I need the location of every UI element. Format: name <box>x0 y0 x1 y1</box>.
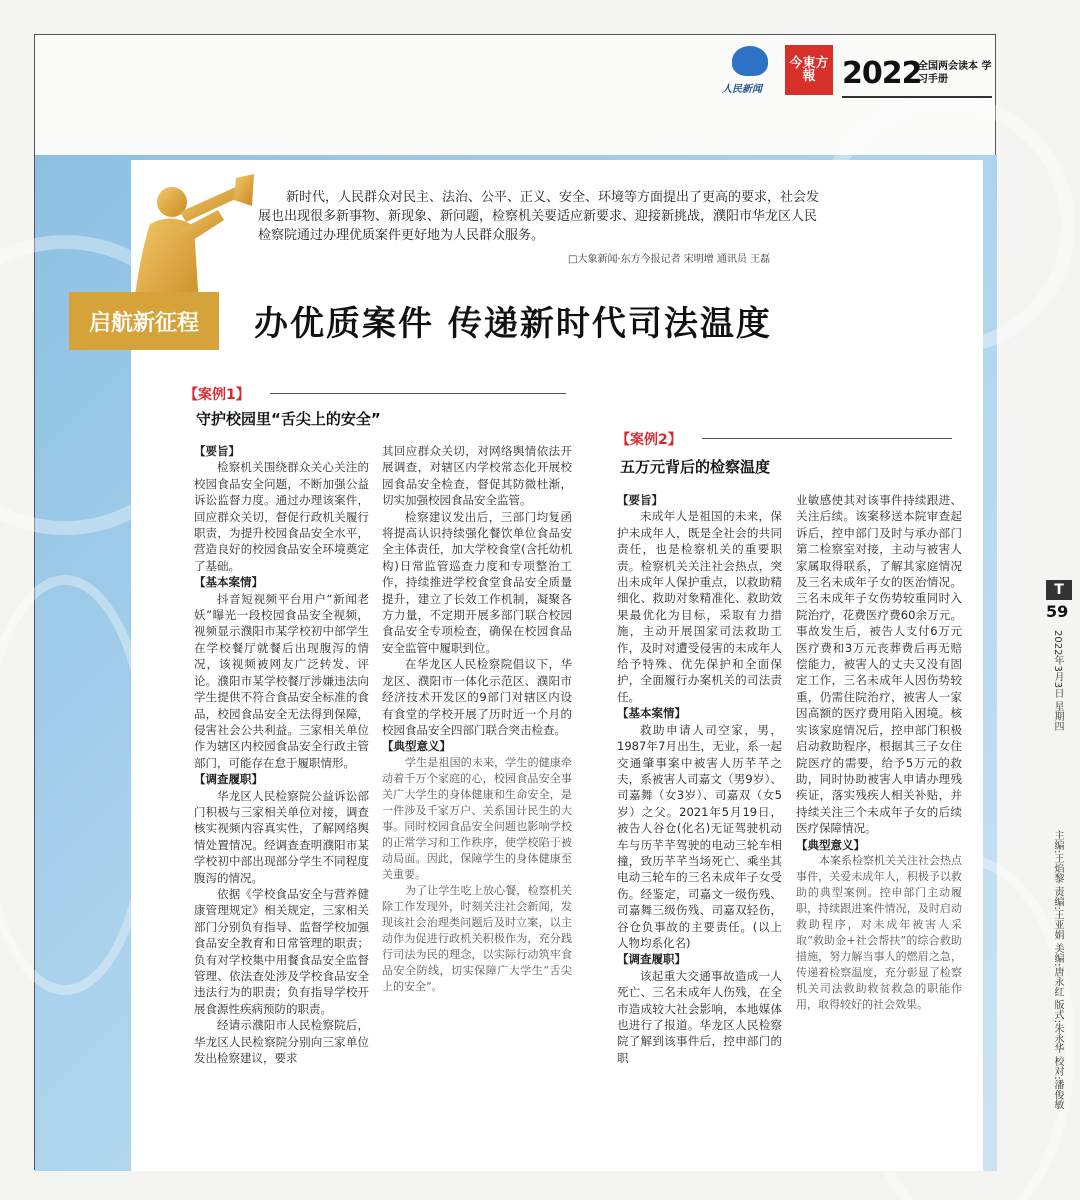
section-heading: 【调查履职】 <box>617 952 686 967</box>
body-paragraph: 其回应群众关切，对网络舆情依法开展调查，对辖区内学校常态化开展校园食品安全检查，督促其防微杜渐，切实加强校园食品安全监管。 <box>382 444 572 508</box>
section-heading: 【要旨】 <box>194 444 240 458</box>
significance-paragraph: 本案系检察机关关注社会热点事件，关爱未成年人，积极予以救助的典型案例。控申部门主动履职，持续跟进案件情况，及时启动救助程序，对未成年被害人采取“救助金+社会帮扶”的综合救助措施，努力解当事人的燃眉之急，传递着检察温度，充分彰显了检察机关司法救助救贫救急的职能作用，取得较好的社会效果。 <box>796 853 962 1011</box>
issue-date: 2022年3月3日 星期四 <box>1052 630 1063 732</box>
people-news-logo-text: 人民新闻 <box>722 84 762 95</box>
case1-column-2 <box>382 443 572 995</box>
editor-credits: 主编:王焰黎 责编:王亚娟 美编:唐永红 版式:朱永华 校对:潘俊敏 <box>1052 830 1063 1110</box>
case1-column-1 <box>194 443 369 1066</box>
case2-tag: 【案例2】 <box>616 432 682 448</box>
significance-paragraph: 学生是祖国的未来，学生的健康牵动着千万个家庭的心，校园食品安全事关广大学生的身体健康和生命安全，是一件涉及千家万户、关系国计民生的大事。同时校园食品安全问题也影响学校的正常学习和工作秩序，使学校陷于被动局面。因此，保障学生的身体健康至关重要。 <box>382 755 572 881</box>
lead-paragraph: 新时代，人民群众对民主、法治、公平、正义、安全、环境等方面提出了更高的要求，社会发展也出现很多新事物、新现象、新问题，检察机关要适应新要求、迎接新挑战，濮阳市华龙区人民检察院通过办理优质案件更好地为人民群众服务。 <box>258 190 820 243</box>
people-news-logo-icon <box>732 46 768 76</box>
body-paragraph: 未成年人是祖国的未来，保护未成年人，既是全社会的共同责任，也是检察机关的重要职责。检察机关关注社会热点，突出未成年人保护重点，以救助精细化、救助对象精准化、救助效果最优化为目标，采取有力措施，主动开展国家司法救助工作，及时对遭受侵害的未成年人给予特殊、优先保护和全面保护，全面履行办案机关的司法责任。 <box>617 509 782 704</box>
case1-tag: 【案例1】 <box>184 387 250 403</box>
page-section-marker: T <box>1046 580 1072 600</box>
section-heading: 【基本案情】 <box>194 575 263 590</box>
header-rule <box>842 96 992 98</box>
body-paragraph: 经请示濮阳市人民检察院后，华龙区人民检察院分别向三家单位发出检察建议，要求 <box>194 1018 369 1066</box>
body-paragraph: 抖音短视频平台用户“新闻老妖”曝光一段校园食品安全视频，视频显示濮阳市某学校初中部学生在学校餐厅就餐后出现腹泻的情况，该视频被网友广泛转发、评论。濮阳市某学校餐厅涉嫌违法向学生提供不符合食品安全标准的食品，校园食品安全无法得到保障，侵害社会公共利益。三家相关单位作为辖区内校园食品安全行政主管部门，可能存在怠于履职情形。 <box>194 591 369 770</box>
body-paragraph: 华龙区人民检察院公益诉讼部门积极与三家相关单位对接，调查核实视频内容真实性，了解网络舆情处置情况。经调查查明濮阳市某学校初中部出现部分学生不同程度腹泻的情况。 <box>194 788 369 885</box>
case1-title: 守护校园里“舌尖上的安全” <box>196 410 381 428</box>
section-heading: 【基本案情】 <box>617 706 686 721</box>
case1-rule <box>270 393 566 394</box>
body-paragraph: 业敏感使其对该事件持续跟进、关注后续。该案移送本院审查起诉后，控申部门及时与承办部门第二检察室对接，主动与被害人家属取得联系，了解其家庭情况及三名未成年子女的医治情况。三名未成年子女伤势较重同时入院治疗，花费医疗费60余万元。事故发生后，被告人支付6万元医疗费和3万元丧葬费后再无赔偿能力，被害人的丈夫又没有固定工作，三名未成年人因伤势较重，仍需住院治疗，被害人一家因高额的医疗费用陷入困境。核实该家庭情况后，控申部门积极启动救助程序，根据其三子女住院医疗的需要，给予5万元的救助，同时协助被害人申请办理残疾证，落实残疾人相关补贴，并持续关注三个未成年子女的后续医疗保障情况。 <box>796 493 962 836</box>
significance-paragraph: 为了让学生吃上放心餐，检察机关除工作发现外，时刻关注社会新闻，发现该社会治理类问题后及时立案，以主动作为促进行政机关积极作为，充分践行司法为民的理念，以实际行动筑牢食品安全防线，切实保障广大学生“舌尖上的安全”。 <box>382 883 572 993</box>
body-paragraph: 在华龙区人民检察院倡议下，华龙区、濮阳市一体化示范区、濮阳市经济技术开发区的9部门对辖区内设有食堂的学校开展了历时近一个月的校园食品安全四部门联合突击检查。 <box>382 657 572 737</box>
section-heading: 【典型意义】 <box>796 837 865 852</box>
section-heading: 【调查履职】 <box>194 772 263 787</box>
byline: □大象新闻·东方今报记者 宋明增 通讯员 王磊 <box>568 254 771 265</box>
body-paragraph: 检察建议发出后，三部门均复函将提高认识持续强化餐饮单位食品安全主体责任，加大学校食堂(含托幼机构)日常监管巡查力度和专项整治工作，持续推进学校食堂食品安全质量提升，建立了长效工作机制，凝聚各方力量，不定期开展多部门联合校园食品安全专项检查，确保在校园食品安全监管中履职到位。 <box>382 509 572 655</box>
body-paragraph: 救助申请人司空家，男，1987年7月出生，无业，系一起交通肇事案中被害人历芊芊之夫，系被害人司嘉文（男9岁）、司嘉舞（女3岁）、司嘉双（女5岁）之父。2021年5月19日，被告人谷仓(化名)无证驾驶机动车与历芊芊驾驶的电动三轮车相撞，致历芊芊当场死亡、乘坐其电动三轮车的三名未成年子女受伤。经鉴定，司嘉文一级伤残、司嘉舞三级伤残、司嘉双轻伤，谷仓负事故的主要责任。(以上人物均系化名) <box>617 722 782 950</box>
header-year: 2022 <box>842 56 922 91</box>
case2-title: 五万元背后的检察温度 <box>620 458 771 476</box>
body-paragraph: 依据《学校食品安全与营养健康管理规定》相关规定，三家相关部门分别负有指导、监督学校加强食品安全教育和日常管理的职责；负有对学校集中用餐食品安全监督管理、依法查处涉及学校食品安全违法行为的职责；负有指导学校开展食源性疾病预防的职责。 <box>194 886 369 1016</box>
dongfang-jinbao-seal-logo: 今東方報 <box>785 45 833 95</box>
body-paragraph: 检察机关围绕群众关心关注的校园食品安全问题，不断加强公益诉讼监督力度。通过办理该案件，回应群众关切，督促行政机关履行职责，为提升校园食品安全水平，营造良好的校园食品安全环境奠定了基础。 <box>194 460 369 573</box>
case2-column-2 <box>796 492 962 1013</box>
case2-rule <box>702 438 952 439</box>
header-subtitle: 全国两会读本 学习手册 <box>918 61 992 85</box>
body-paragraph: 该起重大交通事故造成一人死亡、三名未成年人伤残，在全市造成较大社会影响，本地媒体也进行了报道。华龙区人民检察院了解到该事件后，控申部门的职 <box>617 968 782 1065</box>
page-number: 59 <box>1046 602 1069 621</box>
case2-column-1 <box>617 492 782 1066</box>
headline: 办优质案件 传递新时代司法温度 <box>254 304 772 344</box>
section-tag: 启航新征程 <box>69 292 219 350</box>
section-heading: 【要旨】 <box>617 493 663 507</box>
section-heading: 【典型意义】 <box>382 739 451 754</box>
